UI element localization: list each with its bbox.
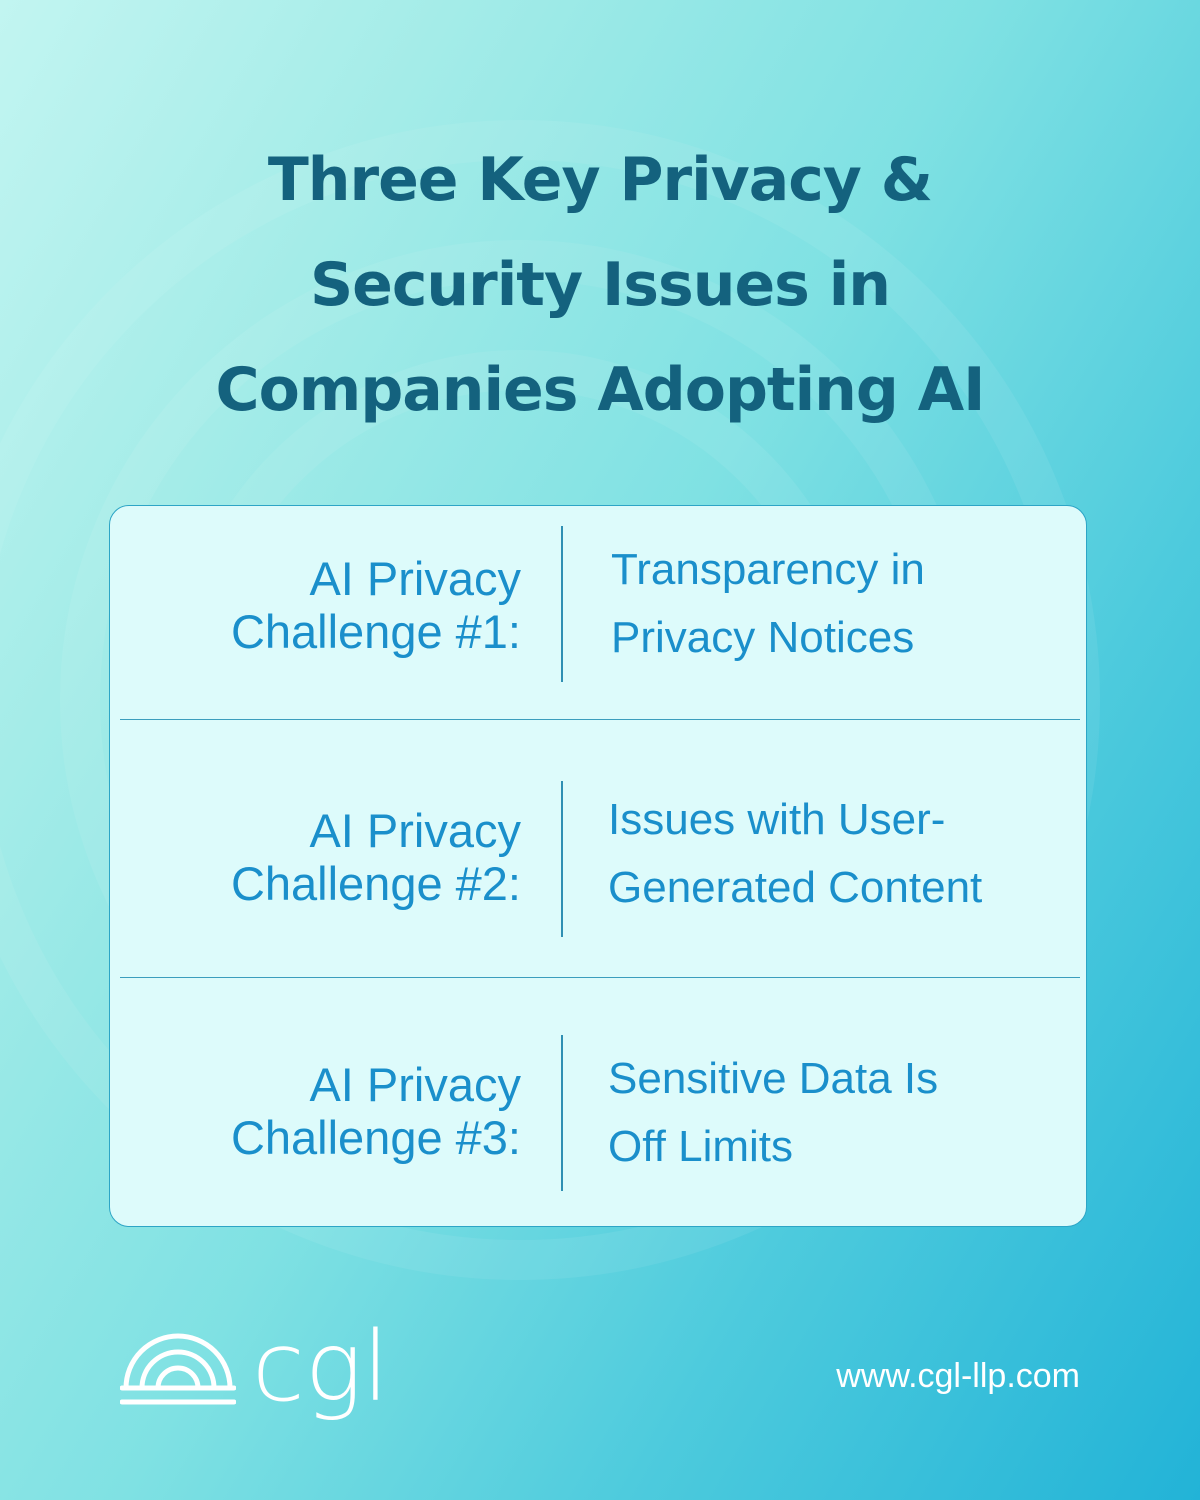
challenge-label	[231, 1058, 521, 1164]
column-divider	[561, 1035, 563, 1191]
challenge-description-line-2: Generated Content	[608, 863, 983, 912]
cgl-arc-logo-icon	[120, 1330, 236, 1410]
challenge-description	[611, 536, 925, 672]
row-separator	[120, 719, 1080, 720]
website-url[interactable]: www.cgl-llp.com	[836, 1357, 1080, 1395]
cgl-logo-text: cgl	[252, 1311, 390, 1423]
column-divider	[561, 526, 563, 682]
challenges-table	[109, 505, 1087, 1227]
challenge-description	[608, 1045, 938, 1181]
title-line-1: Three Key Privacy &	[267, 145, 933, 215]
challenge-label-line-2: Challenge #1:	[230, 605, 521, 658]
page-title	[0, 128, 1200, 443]
title-line-2: Security Issues in	[309, 250, 891, 320]
challenge-label-line-1: AI Privacy	[309, 1058, 521, 1111]
challenge-description-line-1: Transparency in	[611, 545, 925, 594]
challenge-description	[608, 786, 982, 922]
challenge-description-line-2: Privacy Notices	[611, 613, 915, 662]
row-separator	[120, 977, 1080, 978]
challenge-label-line-1: AI Privacy	[309, 552, 521, 605]
title-line-3: Companies Adopting AI	[215, 355, 985, 425]
column-divider	[561, 781, 563, 937]
challenge-label-line-2: Challenge #2:	[230, 857, 521, 910]
challenge-label	[231, 804, 521, 910]
challenge-label	[231, 552, 521, 658]
challenge-description-line-1: Sensitive Data Is	[608, 1054, 939, 1103]
challenge-label-line-1: AI Privacy	[309, 804, 521, 857]
cgl-logo	[120, 1311, 400, 1435]
challenge-description-line-2: Off Limits	[608, 1122, 794, 1171]
challenge-description-line-1: Issues with User-	[608, 795, 946, 844]
challenge-label-line-2: Challenge #3:	[230, 1111, 521, 1164]
